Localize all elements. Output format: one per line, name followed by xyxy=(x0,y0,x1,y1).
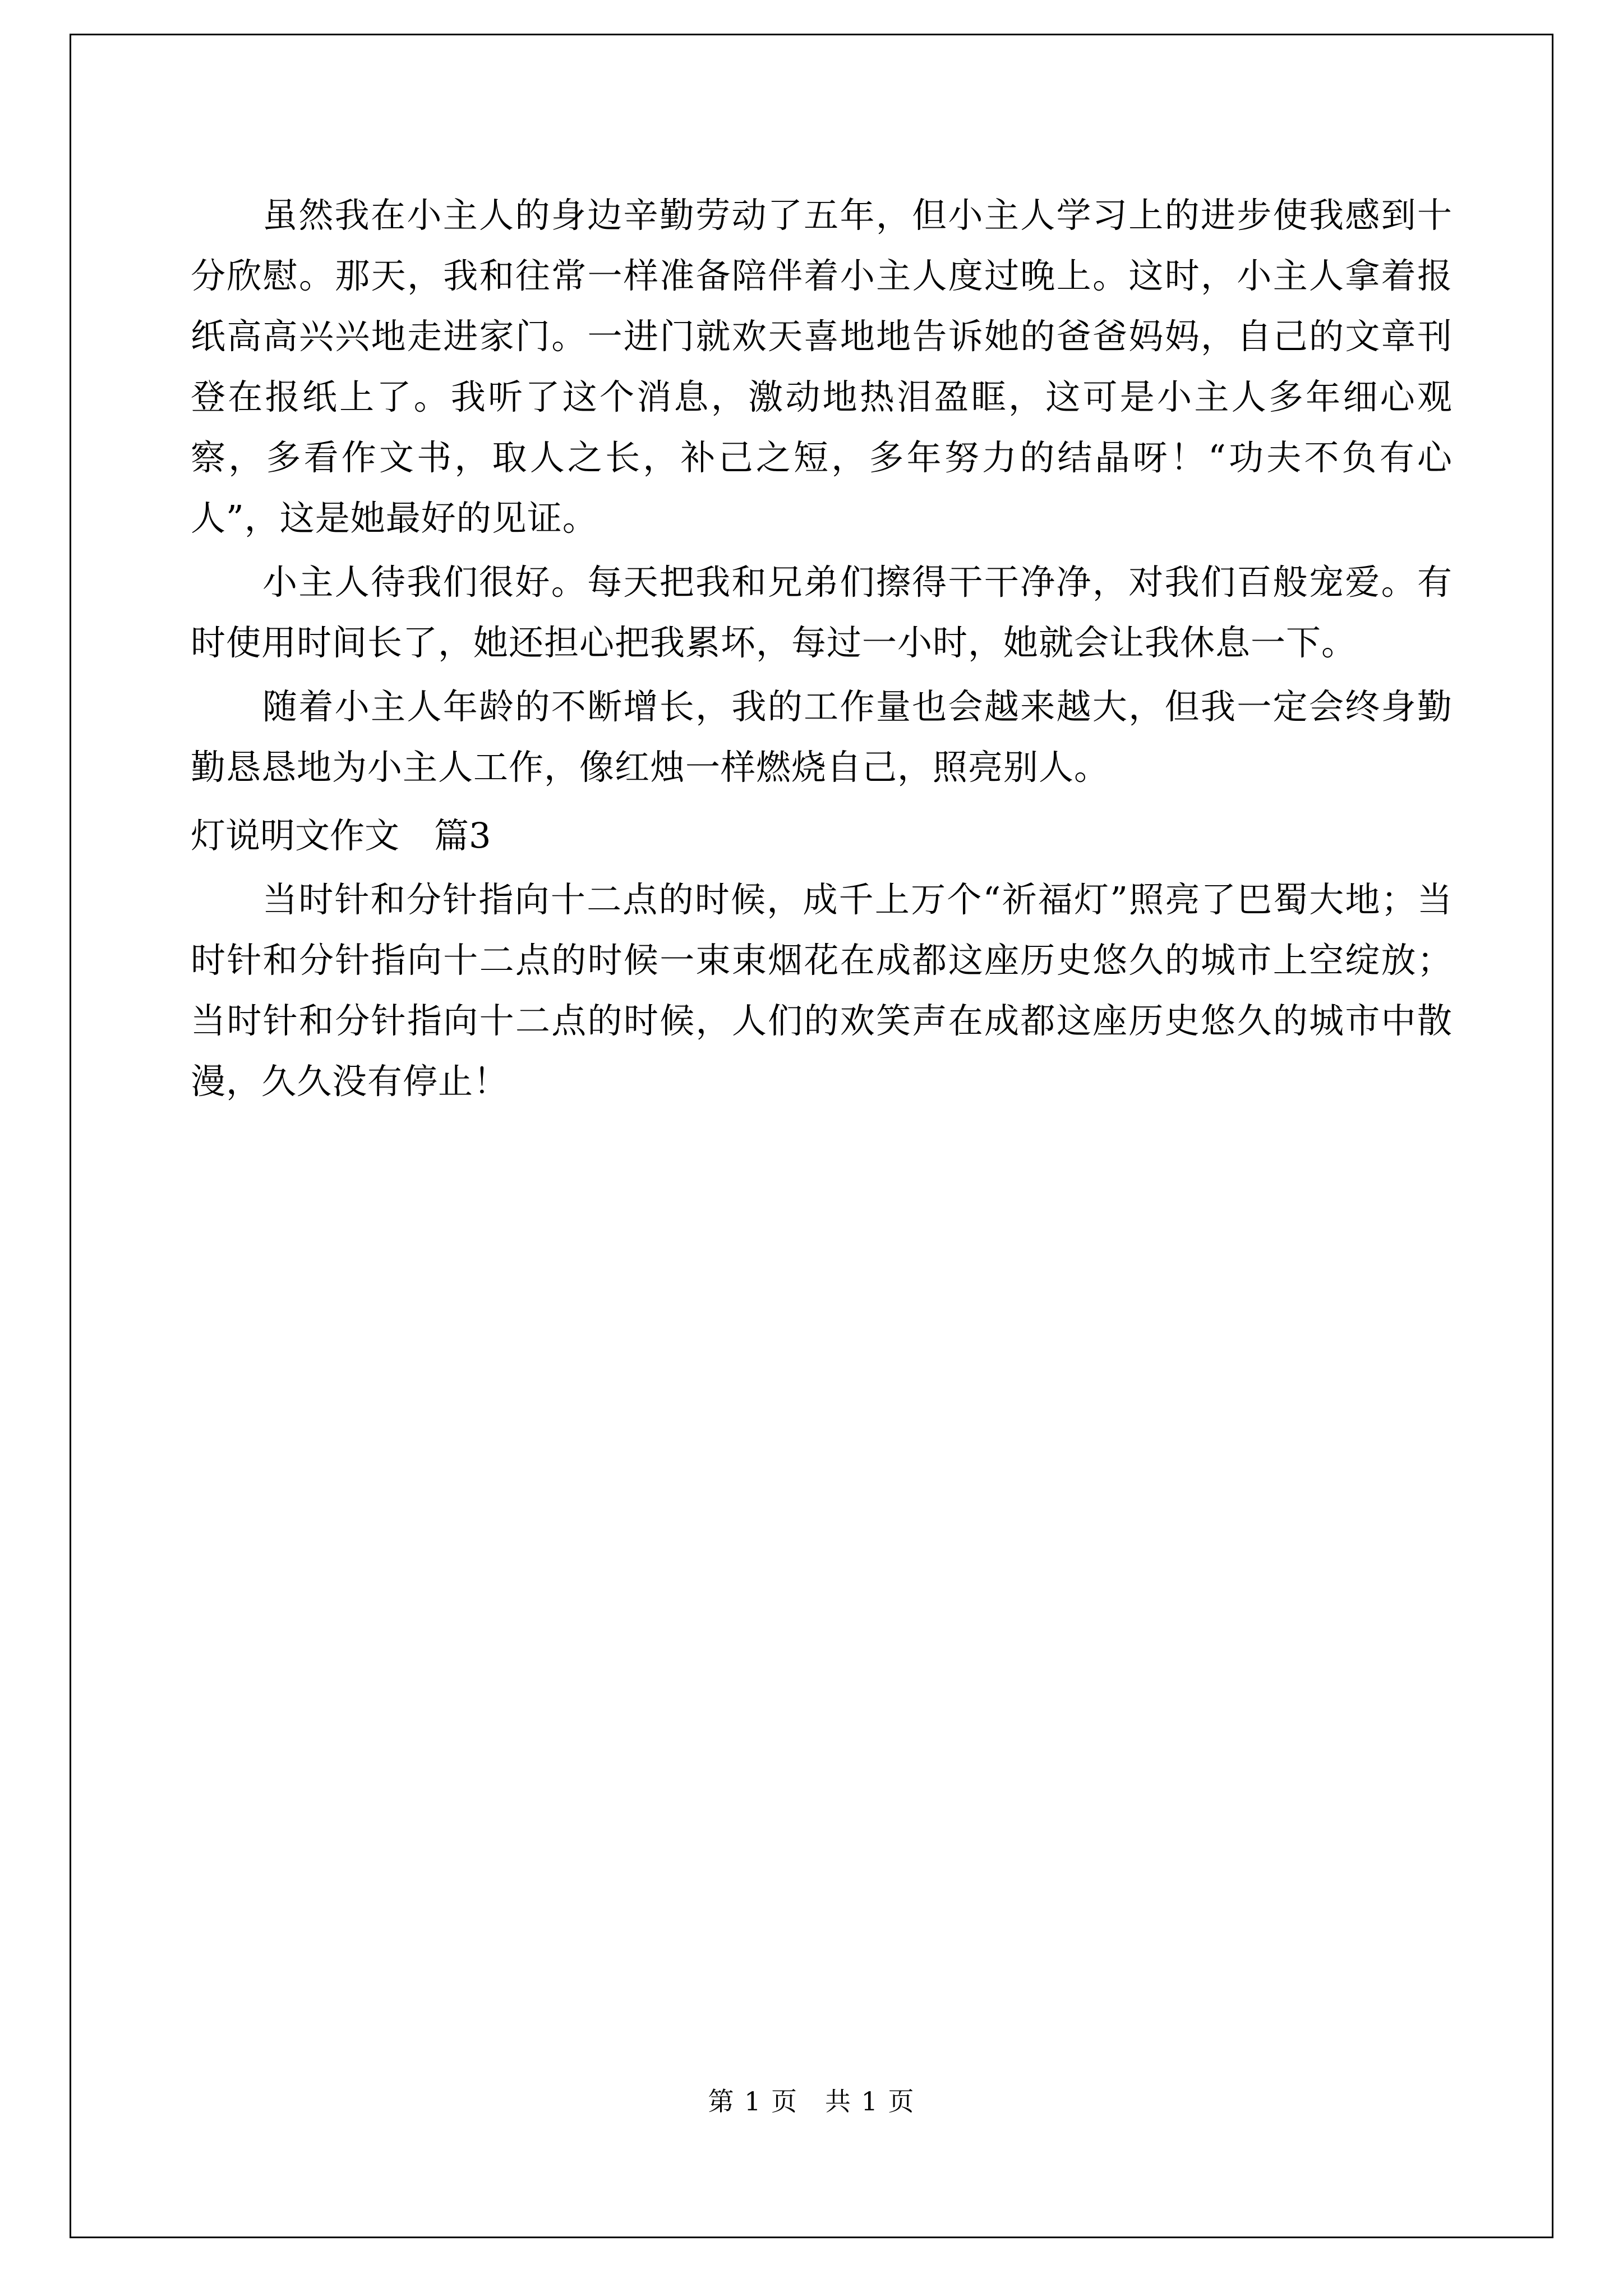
paragraph: 虽然我在小主人的身边辛勤劳动了五年，但小主人学习上的进步使我感到十分欣慰。那天，我和往常一样准备陪伴着小主人度过晚上。这时，小主人拿着报纸高高兴兴地走进家门。一进门就欢天喜地地告诉她的爸爸妈妈，自己的文章刊登在报纸上了。我听了这个消息，激动地热泪盈眶，这可是小主人多年细心观察，多看作文书，取人之长，补己之短，多年努力的结晶呀！“功夫不负有心人”，这是她最好的见证。 xyxy=(191,195,1453,539)
paragraph: 当时针和分针指向十二点的时候，成千上万个“祈福灯”照亮了巴蜀大地；当时针和分针指向十二点的时候一束束烟花在成都这座历史悠久的城市上空绽放；当时针和分针指向十二点的时候，人们的欢笑声在成都这座历史悠久的城市中散漫，久久没有停止！ xyxy=(191,879,1453,1102)
paragraph: 小主人待我们很好。每天把我和兄弟们擦得干干净净，对我们百般宠爱。有时使用时间长了，她还担心把我累坏，每过一小时，她就会让我休息一下。 xyxy=(191,562,1453,663)
section-heading: 灯说明文作文 篇3 xyxy=(191,815,491,856)
document-content xyxy=(191,185,1453,1115)
paragraph: 随着小主人年龄的不断增长，我的工作量也会越来越大，但我一定会终身勤勤恳恳地为小主人工作，像红烛一样燃烧自己，照亮别人。 xyxy=(191,686,1453,788)
page-footer: 第 1 页 共 1 页 xyxy=(708,2086,915,2116)
